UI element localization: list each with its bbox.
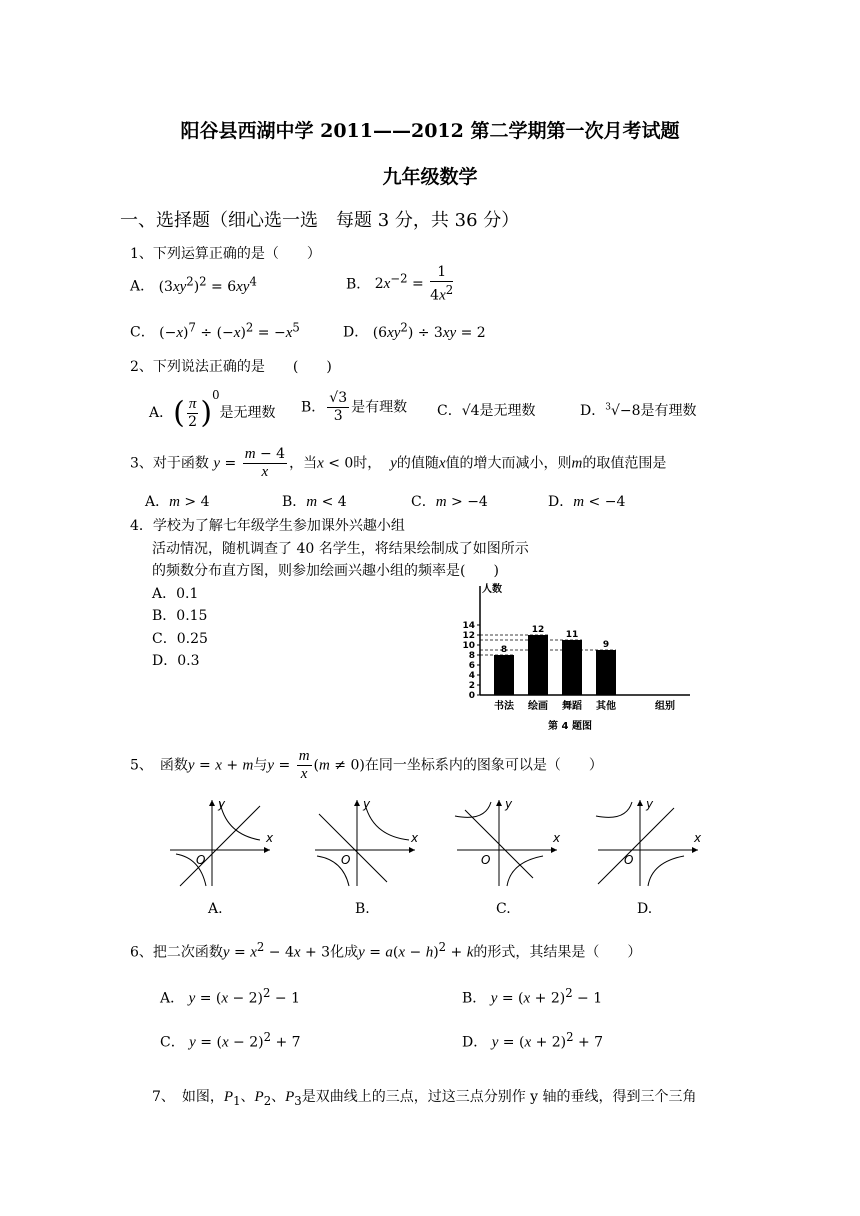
stem-text: 在同一坐标系内的图象可以是（ ） [364,757,603,774]
option-label: B． [301,399,326,416]
option-label: A． [149,405,174,421]
graph-d-label: D. [637,901,653,917]
axis-x-label: x [694,831,702,845]
question-4-option-c: C．0.25 [152,631,208,647]
stem-text: ，当 [289,455,318,472]
data-label: 11 [565,630,579,640]
option-label: A． [145,494,170,510]
option-label: D． [343,324,369,341]
question-1-option-a [130,274,257,296]
formula: $(-x)^7 \div (-x)^2 = -x^5$ [159,320,300,341]
stem-text: 5、 函数 [130,757,188,774]
exam-title: 阳谷县西湖中学 2011——2012 第二学期第一次月考试题 [180,120,680,142]
axis-x-label: x [553,831,561,845]
y-tick-label: 2 [468,681,475,691]
stem-text: 化成 [330,944,359,961]
formula: $(3xy^2)^2 = 6xy^4$ [158,274,257,295]
bar [494,655,514,695]
option-label: C． [411,494,436,510]
option-label: C． [160,1034,185,1051]
stem-text: 时， [353,455,382,472]
axis-y-label: y [218,797,226,811]
y-tick-label: 12 [462,631,475,641]
question-6-option-c: C． $y = (x - 2)^2 + 7$ [160,1030,301,1051]
y-axis-label: 人数 [482,584,502,595]
stem-text: 的值随 [396,455,439,472]
graph-c-label: C. [496,901,511,917]
formula: $(6xy^2) \div 3xy = 2$ [372,320,486,341]
question-3-option-c: C．m > −4 [411,494,488,510]
option-label: D． [580,403,606,419]
question-4-option-d: D．0.3 [152,653,200,669]
question-6-option-b: B． $y = (x + 2)^2 - 1$ [462,986,603,1007]
question-4-line-3: 的频数分布直方图，则参加绘画兴趣小组的频率是( ) [152,563,499,579]
formula: $2x^{-2}$ = $\frac{1}{4x^2}$ [374,264,454,304]
option-label: D． [548,494,574,510]
question-2-option-d: D．$^3$√−8是有理数 [580,402,697,419]
bar [562,640,582,695]
axis-x-label: x [411,831,419,845]
axis-y-label: y [363,797,371,811]
y-axis-arrow [354,800,360,806]
stem-text: 3、对于函数 [130,455,209,472]
x-axis-arrow [264,847,270,853]
option-text: 是无理数 [219,405,276,421]
x-tick-label: 绘画 [528,701,548,712]
y-axis-arrow [496,800,502,806]
y-tick-label: 4 [468,671,475,681]
stem-text: 的形式，其结果是（ ） [473,944,642,961]
option-text: 是无理数 [479,403,536,419]
bar [596,650,616,695]
x-tick-label: 其他 [596,701,616,712]
question-4-line-1: 4．学校为了解七年级学生参加课外兴趣小组 [130,518,405,534]
y-axis-arrow [209,800,215,806]
x-axis-arrow [551,847,557,853]
option-label: B． [282,494,307,510]
y-tick-label: 6 [468,661,475,671]
option-label: A． [130,278,155,295]
bar-chart [450,578,700,734]
bar [528,635,548,695]
option-label: C． [437,403,462,419]
stem-text: 6、把二次函数 [130,944,223,961]
y-tick-label: 14 [462,621,475,631]
origin-label: O [341,853,351,867]
section-title: 一、选择题（细心选一选 每题 3 分，共 36 分） [120,210,520,231]
question-2-option-a: A．( $\frac{\pi}{2}$ )$^0$是无理数 [149,388,276,431]
question-1-option-d [343,320,486,342]
data-label: 8 [500,645,508,655]
y-tick-label: 8 [468,651,475,661]
question-7-stem: 7、 如图，$P_1$、$P_2$、$P_3$是双曲线上的三点，过这三点分别作 y 轴的垂线，得到三个三角 [152,1089,697,1108]
line [319,814,387,882]
stem-text: 值的增大而减小，则 [445,455,572,472]
question-3-stem: 3、对于函数 y = $\frac{m - 4}{x}$ ，当x < 0时， y的值随x值的增大而减小，则m的取值范围是 [130,446,667,480]
chart-caption: 第 4 题图 [548,721,592,732]
question-4-line-2: 活动情况，随机调查了 40 名学生，将结果绘制成了如图所示 [152,541,529,557]
option-label: C． [130,324,155,341]
origin-label: O [196,853,206,867]
question-6-option-a: A． $y = (x - 2)^2 - 1$ [160,986,300,1007]
question-6-option-d: D． $y = (x + 2)^2 + 7$ [462,1030,604,1051]
origin-label: O [481,853,491,867]
graph-b [305,794,425,890]
x-axis-arrow [692,847,698,853]
stem-text: 与 [253,757,268,774]
option-label: B． [346,276,371,293]
question-2-stem: 2、下列说法正确的是 ( ) [130,359,332,375]
question-1-option-c [130,320,300,342]
question-2-option-c: C．√4是无理数 [437,403,536,419]
question-3-option-a: A．m > 4 [145,494,210,510]
option-label: D． [462,1034,488,1051]
y-tick-label: 0 [468,691,475,701]
question-4-option-a: A．0.1 [152,586,199,602]
data-label: 9 [602,640,610,650]
question-1-option-b [346,264,455,305]
graph-c [447,794,567,890]
stem-text: 7、 如图， [152,1089,224,1105]
x-axis-arrow [409,847,415,853]
option-label: A． [160,990,185,1007]
axis-x-label: x [266,831,274,845]
hyperbola-branch [455,802,491,817]
axis-y-label: y [505,797,513,811]
hyperbola-branch [648,856,684,886]
graph-b-label: B. [355,901,370,917]
x-tick-label: 书法 [494,701,514,712]
y-tick-label: 10 [462,641,475,651]
option-label: B． [462,990,487,1007]
graph-a [160,794,280,890]
question-4-option-b: B．0.15 [152,608,208,624]
question-2-option-b: B． $\frac{√3}{3}$ 是有理数 [301,390,408,424]
x-tick-label: 舞蹈 [562,701,582,712]
question-1-stem: 1、下列运算正确的是（ ） [130,246,321,262]
hyperbola-branch [365,804,409,840]
stem-text: 的取值范围是 [582,455,667,472]
hyperbola-branch [596,802,632,817]
hyperbola-branch [220,802,260,840]
graph-d [588,794,708,890]
question-3-option-d: D．m < −4 [548,494,626,510]
y-axis-arrow [637,800,643,806]
question-5-stem: 5、 函数y = x + m与y = $\frac{m}{x}$ (m ≠ 0)在同一坐标系内的图象可以是（ ） [130,748,603,782]
option-text: 是有理数 [351,399,408,416]
origin-label: O [624,853,634,867]
graph-a-label: A. [208,901,223,917]
line [598,808,674,884]
axis-y-label: y [646,797,654,811]
option-text: 是有理数 [640,403,697,419]
question-6-stem: 6、把二次函数$y = x^2 - 4x + 3$化成$y = a(x - h)^2 + k$的形式，其结果是（ ） [130,940,642,961]
exam-subtitle: 九年级数学 [382,166,478,188]
question-3-option-b: B．m < 4 [282,494,347,510]
line [180,806,260,886]
hyperbola-branch [507,856,543,886]
stem-text: 是双曲线上的三点，过这三点分别作 y 轴的垂线，得到三个三角 [301,1089,697,1105]
data-label: 12 [531,625,545,635]
x-axis-label: 组别 [655,701,675,712]
